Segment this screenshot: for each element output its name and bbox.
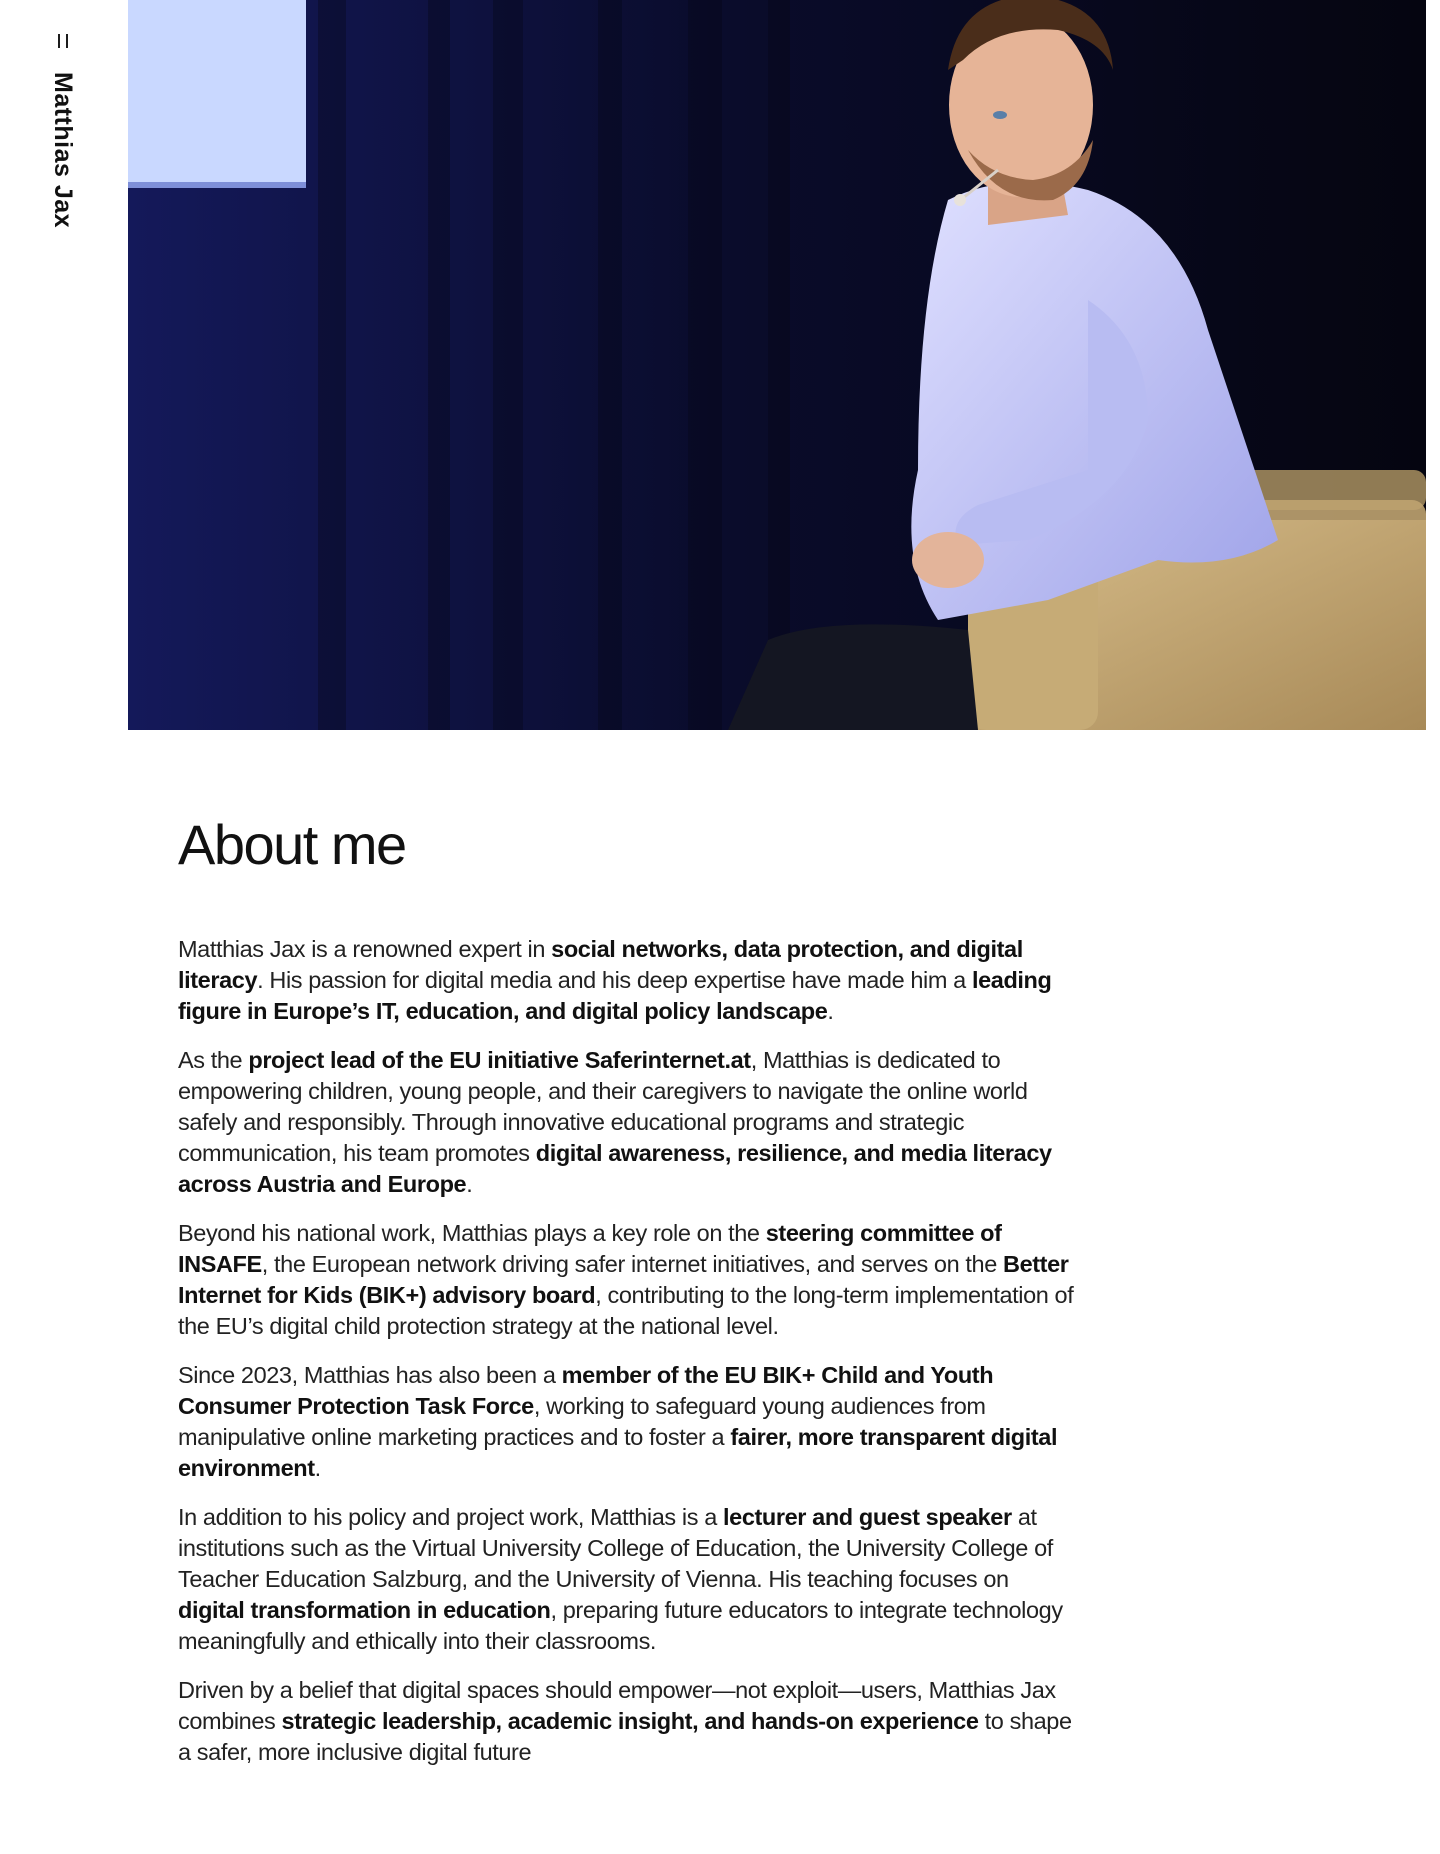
highlight-text: Better Internet for Kids (BIK+) advisory board [178,1251,1069,1308]
hero-photo [128,0,1426,730]
about-paragraph [178,1502,1078,1657]
paragraph-text: . [314,1455,321,1481]
menu-icon-bar [66,34,68,48]
highlight-text: steering committee of INSAFE [178,1220,1002,1277]
about-paragraph [178,934,1078,1027]
paragraph-text: As the [178,1047,249,1073]
paragraph-text: . [466,1171,473,1197]
about-paragraph [178,1218,1078,1342]
about-title: About me [178,813,406,876]
about-body [178,934,1078,1768]
paragraph-text: . His passion for digital media and his deep expertise have made him a [257,967,972,993]
menu-icon[interactable] [52,34,74,48]
menu-icon-bar [58,34,60,48]
hero-photo-illustration [128,0,1426,730]
about-section [178,810,1078,1786]
paragraph-text: Matthias Jax is a renowned expert in [178,936,552,962]
paragraph-text: , contributing to the long-term implementation of the EU’s digital child protection strategy at the national level. [178,1282,1074,1339]
highlight-text: fairer, more transparent digital environment [178,1424,1058,1481]
paragraph-text: Since 2023, Matthias has also been a [178,1362,562,1388]
paragraph-text: at institutions such as the Virtual University College of Education, the University College of Teacher Education Salzburg, and the University of Vienna. His teaching focuses on [178,1504,1053,1592]
paragraph-text: , working to safeguard young audiences from manipulative online marketing practices and to foster a [178,1393,986,1450]
highlight-text: strategic leadership, academic insight, and hands-on experience [281,1708,979,1734]
site-name[interactable]: Matthias Jax [49,72,77,229]
paragraph-text: , Matthias is dedicated to empowering children, young people, and their caregivers to navigate the online world safely and responsibly. Through innovative educational programs and strategic communication, his team promotes [178,1047,1028,1166]
paragraph-text: Beyond his national work, Matthias plays a key role on the [178,1220,766,1246]
paragraph-text: In addition to his policy and project work, Matthias is a [178,1504,724,1530]
highlight-text: digital awareness, resilience, and media literacy across Austria and Europe [178,1140,1052,1197]
about-paragraph [178,1045,1078,1200]
highlight-text: member of the EU BIK+ Child and Youth Consumer Protection Task Force [178,1362,994,1419]
sidebar [0,0,128,1854]
highlight-text: lecturer and guest speaker [723,1504,1012,1530]
about-paragraph [178,1360,1078,1484]
paragraph-text: , the European network driving safer internet initiatives, and serves on the [261,1251,1003,1277]
paragraph-text: . [827,998,834,1024]
highlight-text: leading figure in Europe’s IT, education, and digital policy landscape [178,967,1052,1024]
paragraph-text: Driven by a belief that digital spaces should empower—not exploit—users, Matthias Jax combines [178,1677,1056,1734]
highlight-text: social networks, data protection, and digital literacy [178,936,1023,993]
about-paragraph [178,1675,1078,1768]
paragraph-text: to shape a safer, more inclusive digital future [178,1708,1072,1765]
highlight-text: digital transformation in education [178,1597,551,1623]
paragraph-text: , preparing future educators to integrate technology meaningfully and ethically into their classrooms. [178,1597,1063,1654]
highlight-text: project lead of the EU initiative Saferinternet.at [248,1047,751,1073]
